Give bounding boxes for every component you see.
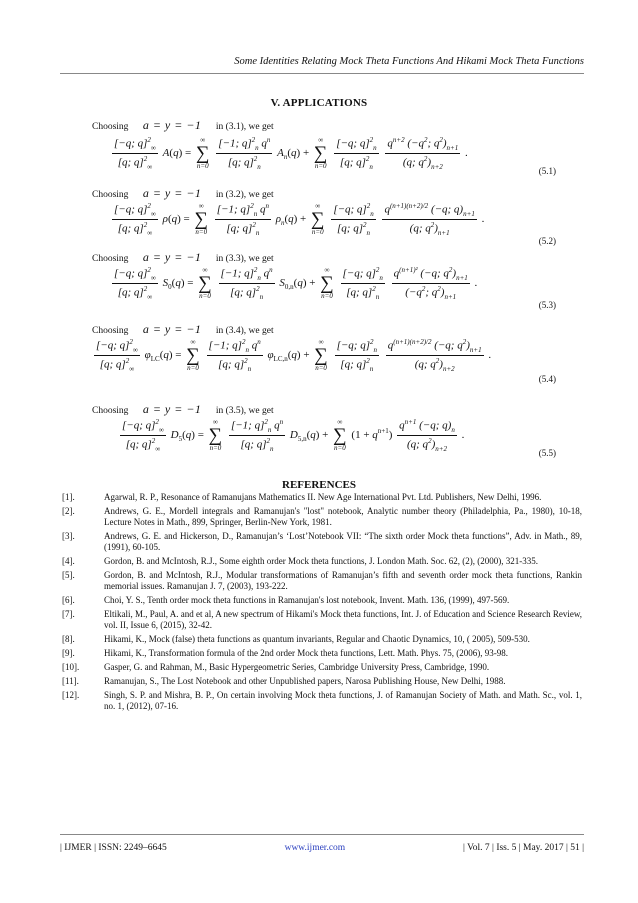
choosing-line-5 <box>92 402 274 417</box>
reference-number: [11]. <box>62 676 79 686</box>
eqnum-5-3: (5.3) <box>538 300 556 310</box>
choosing-ref: in (3.2), we get <box>215 190 274 200</box>
references-title: REFERENCES <box>282 479 356 491</box>
choosing-line-3 <box>92 250 274 265</box>
reference-item <box>62 690 582 712</box>
choosing-condition: a = y = −1 <box>142 250 202 264</box>
reference-text: Gasper, G. and Rahman, M., Basic Hypergeometric Series, Cambridge University Press, Cambridge, 1990. <box>104 662 490 672</box>
reference-text: Gordon, B. and McIntosh, R.J., Modular transformations of Ramanujan’s fifth and seventh order mock theta functions, Rankin memorial issues. Ramanujan J. 7, (2003), 193-222. <box>104 570 582 591</box>
eqnum-5-1: (5.1) <box>538 166 556 176</box>
choosing-ref: in (3.4), we get <box>215 326 274 336</box>
equation-5-3: $\frac{[-q; q]^2_\infty}{[q; q]^2_\infty}$ $S_0(q)$ = ∞ ∑ n=0 $\frac{[-1; q]^2_n q^n}{[q; q]^2_n}$ $S_{0,n}(q)$ + ∞ ∑ n=0 $\frac{[-q; q]^2_n}{[q; q]^2_n}$ $\frac{q^{(n+1)^2} (-q; q^2)_{n+1}}{(-q^2; q^2)_{n+1}}$ . <box>114 265 478 301</box>
reference-number: [3]. <box>62 531 75 541</box>
reference-number: [12]. <box>62 690 80 700</box>
running-header: Some Identities Relating Mock Theta Functions And Hikami Mock Theta Functions <box>234 56 584 67</box>
choosing-condition: a = y = −1 <box>142 402 202 416</box>
reference-item <box>62 506 582 528</box>
eqnum-5-2: (5.2) <box>538 236 556 246</box>
reference-item <box>62 648 582 659</box>
equation-5-5: $\frac{[-q; q]^2_\infty}{[q; q]^2_\infty}$ $D_5(q)$ = ∞ ∑ n=0 $\frac{[-1; q]^2_n q^n}{[q; q]^2_n}$ $D_{5,n}(q)$ + ∞ ∑ n=0 $(1 + q^{n+1})$ $\frac{q^{n+1} (-q; q)_n}{(q; q^2)_{n+2}}$ . <box>122 417 465 453</box>
choosing-label: Choosing <box>92 254 129 264</box>
reference-text: Singh, S. P. and Mishra, B. P., On certain involving Mock theta functions, J. of Ramanujan Society of Math. and Math. Sc., vol. 1, no. 1, (2012), 07-16. <box>104 690 582 711</box>
section-title: V. APPLICATIONS <box>270 97 368 109</box>
reference-text: Ramanujan, S., The Lost Notebook and other Unpublished papers, Narosa Publishing House, New Delhi, 1988. <box>104 676 506 686</box>
reference-item <box>62 531 582 553</box>
choosing-condition: a = y = −1 <box>142 322 202 336</box>
reference-number: [6]. <box>62 595 75 605</box>
reference-item <box>62 676 582 687</box>
footer-url-link[interactable]: www.ijmer.com <box>284 843 346 853</box>
reference-text: Eltikali, M., Paul, A. and et al, A new spectrum of Hikami's Mock theta functions, Int. J. of Education and Science Research Review, vol. II, Issue 6, (2015), 32-42. <box>104 609 582 630</box>
footer-issue: | Vol. 7 | Iss. 5 | May. 2017 | 51 | <box>463 843 584 853</box>
reference-text: Hikami, K., Mock (false) theta functions as quantum invariants, Regular and Chaotic Dynamics, 10, ( 2005), 509-530. <box>104 634 530 644</box>
header-rule <box>60 73 584 74</box>
equation-5-4: $\frac{[-q; q]^2_\infty}{[q; q]^2_\infty}$ $\varphi_{LC}(q)$ = ∞ ∑ n=0 $\frac{[-1; q]^2_n q^n}{[q; q]^2_n}$ $\varphi_{LC,n}(q)$ + ∞ ∑ n=0 $\frac{[-q; q]^2_n}{[q; q]^2_n}$ $\frac{q^{(n+1)(n+2)/2} (-q; q^2)_{n+1}}{(q; q^2)_{n+2}}$ . <box>96 337 492 373</box>
choosing-line-2 <box>92 186 274 201</box>
reference-number: [2]. <box>62 506 75 516</box>
reference-number: [10]. <box>62 662 80 672</box>
choosing-line-1 <box>92 118 274 133</box>
reference-item <box>62 634 582 645</box>
reference-item <box>62 595 582 606</box>
footer-journal: | IJMER | ISSN: 2249–6645 <box>60 843 167 853</box>
reference-number: [1]. <box>62 492 75 502</box>
equation-5-2: $\frac{[-q; q]^2_\infty}{[q; q]^2_\infty}$ ρ(q) = ∞ ∑ n=0 $\frac{[-1; q]^2_n q^n}{[q; q]^2_n}$ $\rho_n(q)$ + ∞ ∑ n=0 $\frac{[-q; q]^2_n}{[q; q]^2_n}$ $\frac{q^{(n+1)(n+2)/2} (-q; q)_{n+1}}{(q; q^2)_{n+1}}$ . <box>114 201 485 237</box>
choosing-ref: in (3.1), we get <box>215 122 274 132</box>
equation-5-1: $\frac{[-q; q]^2_\infty}{[q; q]^2_\infty}$ A(q) = ∞ ∑ n=0 $\frac{[-1; q]^2_n q^n}{[q; q]^2_n}$ $A_n(q)$ + ∞ ∑ n=0 $\frac{[-q; q]^2_n}{[q; q]^2_n}$ $\frac{q^{n+2} (-q^2; q^2)_{n+1}}{(q; q^2)_{n+2}}$ . <box>114 135 468 171</box>
reference-number: [9]. <box>62 648 75 658</box>
reference-item <box>62 492 582 503</box>
reference-text: Andrews, G. E., Mordell integrals and Ramanujan's "lost" notebook, Analytic number theory (Philadelphia, Pa., 1980), 10-18, Lecture Notes in Math., 899, Springer, Berlin-New York, 1981. <box>104 506 582 527</box>
reference-number: [5]. <box>62 570 75 580</box>
eqnum-5-5: (5.5) <box>538 448 556 458</box>
choosing-ref: in (3.5), we get <box>215 406 274 416</box>
reference-number: [7]. <box>62 609 75 619</box>
reference-item <box>62 556 582 567</box>
reference-text: Gordon, B. and McIntosh, R.J., Some eighth order Mock theta functions, J. London Math. Soc. 62, (2), (2000), 321-335. <box>104 556 538 566</box>
choosing-condition: a = y = −1 <box>142 118 202 132</box>
choosing-condition: a = y = −1 <box>142 186 202 200</box>
reference-text: Agarwal, R. P., Resonance of Ramanujans Mathematics II. New Age International Pvt. Ltd. Publishers, New Delhi, 1996. <box>104 492 542 502</box>
reference-number: [4]. <box>62 556 75 566</box>
reference-text: Choi, Y. S., Tenth order mock theta functions in Ramanujan's lost notebook, Invent. Math. 136, (1999), 497-569. <box>104 595 510 605</box>
references-list <box>62 492 582 715</box>
reference-item <box>62 662 582 673</box>
reference-item <box>62 609 582 631</box>
choosing-label: Choosing <box>92 122 129 132</box>
reference-item <box>62 570 582 592</box>
footer-rule <box>60 834 584 835</box>
choosing-label: Choosing <box>92 190 129 200</box>
choosing-label: Choosing <box>92 406 129 416</box>
footer <box>60 843 584 853</box>
reference-text: Hikami, K., Transformation formula of the 2nd order Mock theta functions, Lett. Math. Phys. 75, (2006), 93-98. <box>104 648 508 658</box>
choosing-label: Choosing <box>92 326 129 336</box>
reference-number: [8]. <box>62 634 75 644</box>
eqnum-5-4: (5.4) <box>538 374 556 384</box>
choosing-ref: in (3.3), we get <box>215 254 274 264</box>
choosing-line-4 <box>92 322 274 337</box>
reference-text: Andrews, G. E. and Hickerson, D., Ramanujan’s ‘Lost’Notebook VII: “The sixth order Mock theta functions”, Adv. in Math., 89, (1991), 60-105. <box>104 531 582 552</box>
